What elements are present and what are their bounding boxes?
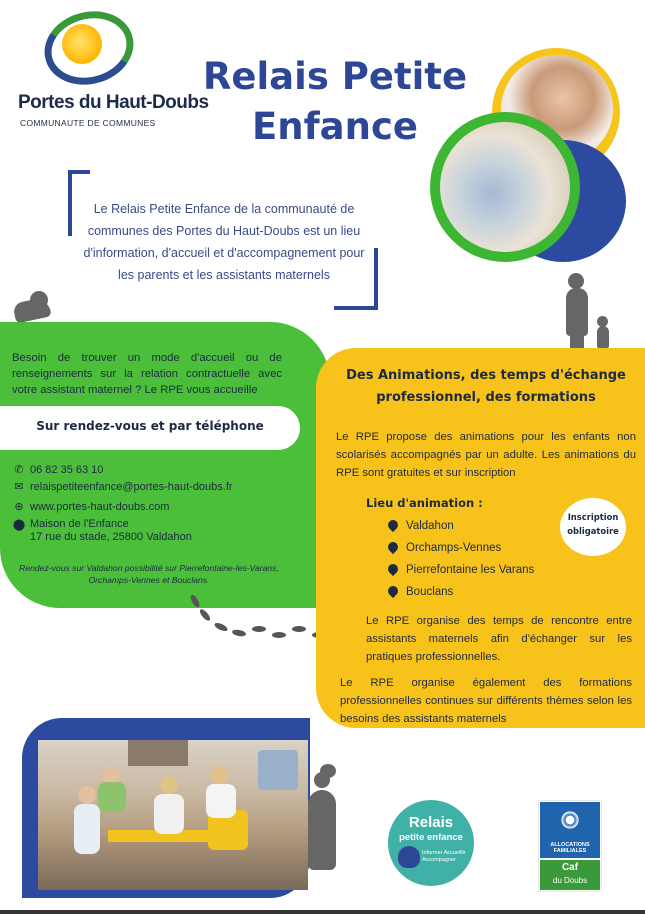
location-pin-icon bbox=[386, 540, 400, 554]
location-pin-icon bbox=[386, 518, 400, 532]
activities-title: Des Animations, des temps d'échange professionnel, des formations bbox=[346, 368, 626, 405]
caf-flower-icon bbox=[560, 810, 580, 830]
hand-icon bbox=[398, 846, 420, 868]
phone-icon: ✆ bbox=[14, 464, 24, 476]
bracket-decoration bbox=[374, 248, 378, 310]
place-item: Bouclans bbox=[388, 586, 453, 598]
email-address: relaispetiteenfance@portes-haut-doubs.fr bbox=[30, 481, 233, 493]
contact-phone[interactable] bbox=[12, 463, 103, 479]
rpe-logo bbox=[388, 800, 474, 886]
logo-subtitle: COMMUNAUTE DE COMMUNES bbox=[20, 118, 156, 128]
intro-paragraph: Le Relais Petite Enfance de la communauté de communes des Portes du Haut-Doubs est un lieu d'information, d'accueil et d'accompagnement pour les parents et les assistants maternels bbox=[83, 202, 365, 282]
page-title: Relais Petite Enfance bbox=[202, 55, 468, 148]
bracket-decoration bbox=[68, 170, 72, 236]
logo-name: Portes du Haut-Doubs bbox=[18, 92, 209, 113]
phone-number: 06 82 35 63 10 bbox=[30, 464, 104, 476]
caf-logo-line1: ALLOCATIONS FAMILIALES bbox=[550, 842, 590, 854]
contact-website[interactable] bbox=[12, 500, 169, 516]
parent-child-icon bbox=[566, 288, 588, 336]
activities-paragraph-1: Le RPE propose des animations pour les enfants non scolarisés accompagnés par un adulte. Les animations du RPE sont gratuites et sur inscription bbox=[336, 431, 636, 479]
caf-logo-region: du Doubs bbox=[552, 876, 588, 885]
appointment-text: Sur rendez-vous et par téléphone bbox=[36, 419, 264, 433]
mother-child-icon bbox=[308, 790, 336, 870]
parent-child-icon bbox=[568, 273, 584, 289]
caf-logo-name: Caf bbox=[561, 862, 579, 873]
globe-icon: ⊕ bbox=[14, 501, 24, 513]
appointment-note: Rendez-vous sur Valdahon possibilité sur Pierrefontaine-les-Varans, Orchamps-Vennes et Bouclans. bbox=[19, 563, 279, 585]
address-line-1: Maison de l'Enfance bbox=[30, 518, 129, 530]
place-item: Pierrefontaine les Varans bbox=[388, 564, 534, 576]
location-pin-icon bbox=[386, 584, 400, 598]
envelope-icon: ✉ bbox=[14, 481, 24, 493]
parent-child-icon bbox=[597, 326, 609, 348]
inscription-text: Inscription obligatoire bbox=[567, 512, 619, 536]
contact-address bbox=[12, 518, 192, 544]
places-heading: Lieu d'animation : bbox=[366, 496, 483, 510]
rpe-logo-tagline: Informer Accueillir Accompagner bbox=[422, 850, 466, 863]
logo-sun-icon bbox=[62, 24, 102, 64]
place-item: Orchamps-Vennes bbox=[388, 542, 501, 554]
bracket-decoration bbox=[68, 170, 90, 174]
contact-email[interactable] bbox=[12, 480, 233, 496]
address-line-2: 17 rue du stade, 25800 Valdahon bbox=[30, 531, 192, 543]
activities-paragraph-3: Le RPE organise également des formations professionnelles continues sur différents thèmes selon les besoins des assistants maternels bbox=[340, 677, 632, 725]
location-pin-icon: ⬤ bbox=[12, 519, 26, 531]
website-url: www.portes-haut-doubs.com bbox=[30, 501, 170, 513]
contact-intro: Besoin de trouver un mode d'accueil ou de renseignements sur la relation contractuelle avec votre assistant maternel ? Le RPE vous accueille bbox=[12, 352, 282, 396]
rpe-logo-line2: petite enfance bbox=[399, 832, 463, 843]
mother-child-icon bbox=[314, 772, 330, 788]
place-item: Valdahon bbox=[388, 520, 454, 532]
bracket-decoration bbox=[334, 306, 378, 310]
crawling-baby-icon bbox=[30, 291, 48, 309]
rpe-logo-line1: Relais bbox=[408, 814, 454, 831]
baby-playing-photo bbox=[440, 122, 570, 252]
children-activity-photo bbox=[38, 740, 308, 890]
location-pin-icon bbox=[386, 562, 400, 576]
activities-paragraph-2: Le RPE organise des temps de rencontre entre assistants maternels afin d'échanger sur les pratiques professionnelles. bbox=[366, 615, 632, 663]
page-bottom-border bbox=[0, 910, 645, 914]
